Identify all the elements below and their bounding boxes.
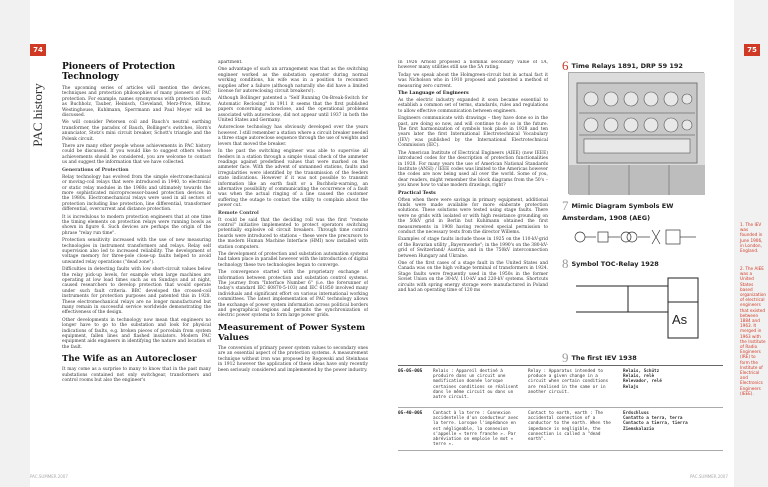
section-heading: The Wife as an Autorecloser bbox=[62, 354, 197, 365]
paragraph: One of the first cases of a stage fault in the United States and Canada was on the high voltage terminal of transformers in 1924. Stage faults were frequently used in the 1950s in the former Soviet Union on the 30-kV, 110-kV and 220-kV systems. Shortcuts circuits with spring energy storage were manufactured in Poland and had an operating time of 120 ms bbox=[398, 261, 548, 294]
entry-french: Contact à la terre : Connexion accidentelle d'un conducteur avec la terre. Lorsque l'impédance en est négligeable, la connexion s'appelle « terre franche ». Par abréviation on emploie le mot « terre ». bbox=[433, 411, 519, 448]
side-note bbox=[740, 222, 766, 253]
figure-7-title: Mimic Diagram Symbols EW Amsterdam, 1908 (AEG) bbox=[562, 202, 674, 222]
column-3 bbox=[398, 60, 548, 360]
paragraph: apartment. bbox=[218, 60, 243, 65]
figure-6-time-relays-photo bbox=[568, 72, 704, 194]
figure-7-number: 7 bbox=[562, 198, 569, 213]
figure-6-title: Time Relays 1891, DRP 59 192 bbox=[571, 62, 683, 70]
subheading: The Language of Engineers bbox=[398, 91, 469, 97]
paragraph: The upcoming series of articles will mention the devices, techniques and protection philosophies of many pioneers of PAC protection. For example, names synonymous with protection such as Buchholz, Tauber, Heinisch, Cleveland, Merz-Price, Biltow, Westinghouse, Kuhlmann, Sperrmann and Paul Meyer will be discussed. bbox=[62, 86, 211, 119]
article-title: Pioneers of Protection Technology bbox=[62, 62, 176, 82]
figure-7-caption bbox=[562, 198, 712, 222]
entry-id: 05-05-005 bbox=[398, 369, 423, 374]
paragraph: The development of protection and substation automation systems had taken place in parallel however with the introduction of digital technology these two technologies began to converge. bbox=[218, 252, 368, 268]
entry-french: Relais : Appareil destiné à produire dans un circuit une modification donnée lorsque certaines conditions se réalisent dans le même circuit ou dans un autre circuit. bbox=[433, 369, 519, 401]
left-margin-bar bbox=[0, 0, 30, 487]
paragraph: One advantage of such an arrangement was that as the switching engineer worked as the substation operator during normal working conditions, his wife was in a position to reconnect supplies after a failure (although naturally she did have a limited license for autoreclosing circuit breakers!). bbox=[218, 67, 368, 95]
figure-8-number: 8 bbox=[562, 256, 569, 271]
page-number-left: 74 bbox=[30, 44, 46, 56]
paragraph: It could be said that the deciding roll was the first "remote control" initiative implemented to protect operators switching potentially explosive oil circuit breakers. Through time control boards were introduced to stations – these were the precursors to the modern Human Machine Interface (HMI) now installed with station computers. bbox=[218, 217, 368, 250]
entry-translations: Erdschluss Contatto a terra, terra Contacto a tierra, tierra Ziemskalazio bbox=[623, 411, 688, 432]
paragraph: Protection sensitivity increased with the use of new measuring technologies in instrument transformers and relays. Relay self supervision also led to increased reliability. The development of voltage memory for three-pole close-up faults helped to avoid unwanted relay operations ("dead zone"). bbox=[62, 238, 211, 265]
note-number: 2. bbox=[740, 266, 744, 271]
paragraph: The convergence started with the proprietary exchange of information between protection and substation control systems. The journey from "Interface Number 6" (i.e. the forerunner of today's standard IEC 60870-5-103) and IEC 61850 involved many individuals and significant effort on various international working committees. The latest implementation of PAC technology allows the exchange of power system information across political borders and geographical regions and permits the synchronization of electric power systems to form large power grids. bbox=[218, 270, 368, 319]
paragraph: Autoreclose technology has obviously developed over the years however. I still remember a station where a circuit breaker needed a three stage autoreclose sequence through the use of weights and levers that moved the breaker. bbox=[218, 125, 368, 147]
side-note bbox=[740, 266, 766, 396]
paragraph: Relay technology has evolved from the simple electromechanical or moving-coil relays that were introduced in 1940, to electronic or static relay modules in the 1960s and ultimately towards the more sophisticated microprocessor-based protection devices in the 1980s. Electromechanical relays were used in all sectors of protection including line protection, line differential, transformer differential, overcurrent and distance protection. bbox=[62, 174, 211, 213]
note-number: 1. bbox=[740, 222, 744, 227]
subheading: Remote Control bbox=[218, 210, 259, 216]
paragraph: Although Bollinger patented a "Self Running On-Break-Switch for Automatic Reclosing" in 1911 it seems that the first published papers concerning autoreclose, and the operational problems associated with autoreclose, did not appear until 1937 in both the United States and Germany. bbox=[218, 96, 368, 124]
column-2 bbox=[218, 60, 368, 375]
entry-english: Relay : Apparatus intended to produce a given change in a circuit when certain conditions are realised in the same or in another circuit. bbox=[528, 369, 609, 395]
toc-symbol-label: As bbox=[672, 312, 688, 327]
footer-left: PAC.SUMMER.2007 bbox=[30, 474, 68, 479]
figure-8-toc-relay-symbol bbox=[568, 272, 704, 350]
figure-8-caption bbox=[562, 256, 659, 272]
paragraph: We will consider Petersen coil and Bauch's neutral earthing transformer, the paradox of Bauch, Bollinger's switches, Horn's anunciator, Stotz's mini circuit breaker, Schott's triangle and the Polenk circuit. bbox=[62, 120, 211, 142]
section-title-vertical bbox=[30, 60, 46, 170]
column-1 bbox=[62, 60, 211, 386]
paragraph: Today we speak about the Holmgreen-circuit but in actual fact it was Nicholson who in 1910 proposed and patented a method of measuring zero current. bbox=[398, 72, 548, 89]
paragraph: There are many other people whose achievements in PAC history could be discussed. If you would like to suggest others whose achievements should be considered, you are welcome to contact us and suggest the information that we have collected. bbox=[62, 144, 211, 166]
note-text: The AIEE was a United States based organization of electrical engineers that existed between 1884 and 1963. It merged in 1963 with the Institute of Radio Engineers (IRE) to form the Institute of Electrical and Electronics Engineers (IEEE). bbox=[740, 266, 767, 396]
paragraph: The American Institute of Electrical Engineers (AIEE) (now IEEE) introduced codes for the description of protection functionalities in 1928. For many years the use of American National Standards Institute (ANSI) / IEEE codes was limited to the Americas however the codes are now being used all over the world. Some of you, dear readers, might remember the block diagrams from the 50's – you know how to value modern drawings, right? bbox=[398, 150, 548, 189]
section-title-text: PAC history bbox=[30, 83, 45, 147]
paragraph: The conversion of primary power system values to secondary ones are an essential aspect of the protection systems. A measurement technique without iron was proposed by Rogowski and Steinhaus in 1912 however the application of these ideas have only recently been seriously considered and implemented by the power industry. bbox=[218, 345, 368, 373]
figure-9-number: 9 bbox=[562, 350, 569, 365]
figure-8-title: Symbol TOC-Relay 1928 bbox=[571, 260, 659, 268]
footer-right: PAC.SUMMER.2007 bbox=[690, 474, 728, 479]
paragraph: In 1926 Arnold proposed a nominal secondary value of 1A, however many utilities still use the 5A rating. bbox=[398, 60, 548, 71]
table-row bbox=[398, 366, 723, 408]
figure-7-mimic-symbols bbox=[568, 222, 704, 259]
paragraph: In the past the switching engineer was able to supervise all feeders in a station through a simple visual check of the ammeter readings against predefined values that were marked on the ammeter face. With the advent of unmanned stations, faults and irregularities were identified by the transmission of the feeders state indications. However if it was not possible to transmit information like an earth fault or a Buchholz-warning, an alternative possibility of communicating the occurrence of a fault was when the actual ringing of a line caused the customer suffering the outage to contact the utility to complain about the power cut. bbox=[218, 149, 368, 209]
paragraph: Other developments in technology now mean that engineers no longer have to go to the substation and look for physical indications of faults, e.g. broken pieces of porcelain from system equipment, fallen lines and flashed insulators. Modern PAC equipment aids engineers in identifying the nature and location of the fault. bbox=[62, 317, 211, 350]
figure-6-number: 6 bbox=[562, 58, 569, 73]
figure-9-title: The first IEV 1938 bbox=[571, 354, 637, 362]
paragraph: Difficulties in detecting faults with low short-circuit values below the relay pick-up levels, for example when large machines are operating at low load times such as on Sundays and at night, caused researchers to develop protection that would operate under such fault criteria. BBC developed the crossed-coil instruments for protection purposes and patented this in 1928. These electromechanical relays are no longer manufactured but many remain in successful service worldwide demonstrating the effectiveness of the design. bbox=[62, 267, 211, 316]
entry-english: Contact to earth, earth : The accidental connection of a conductor to the earth. When the impedance is negligible, the connection is called a "dead earth". bbox=[528, 411, 611, 443]
section-heading: Measurement of Power System Values bbox=[218, 322, 366, 343]
page-number-right: 75 bbox=[744, 44, 760, 56]
paragraph: It is incredulous to modern protection engineers that at one time the timing elements on protection relays were running bowls as shown in figure 6. Such devices are perhaps the origin of the phrase "relay run time". bbox=[62, 214, 211, 236]
paragraph: Engineers communicate with drawings – they have done so in the past, are doing so now, and will continue to do so in the future. The first harmonization of symbols took place in 1928 and ten years later the first International Electrotechnical Vocabulary (IEV) was published by the International Electrotechnical Commission (IEC). bbox=[398, 116, 548, 149]
iev-table bbox=[398, 365, 723, 451]
table-row bbox=[398, 408, 723, 451]
paragraph: Examples of stage faults include those in 1925 on the 110-kV-grid of the Bavarian utility „Bayernwerke"; in the 1990's on the 380-kV-grid of Switzerland/ Austria; and in the 750kV interconnection between Hungary and Ukraine. bbox=[398, 237, 548, 259]
subheading: Generations of Protection bbox=[62, 167, 129, 173]
note-text: The IEV was founded in June 1906, in London, England. bbox=[740, 222, 763, 254]
entry-translations: Relais, Schütz Relais, relè Relevador, relé Relajs bbox=[623, 369, 662, 390]
figure-9-caption bbox=[562, 350, 637, 366]
paragraph: It may come as a surprise to many to know that in the past many substations contained not only switchgear, transformers and control rooms but also the engineer's bbox=[62, 367, 211, 384]
paragraph: Often when there were savings in primary equipment, additional funds were made available for more elaborate protection solutions. These solutions were tested using stage faults. There were no grids with isolated or with high resistance grounding on the 50kV grid in Berlin but Kuhlmann obtained the first measurements in 1908 having received special permission to conduct the necessary tests from the director Willems. bbox=[398, 197, 548, 235]
entry-id: 05-40-005 bbox=[398, 411, 423, 416]
subheading: Practical Tests bbox=[398, 190, 436, 196]
paragraph: As the electric industry expanded it soon became essential to establish a common set of terms, standards, rules and regulations to allow effective communication between engineers. bbox=[398, 98, 548, 114]
